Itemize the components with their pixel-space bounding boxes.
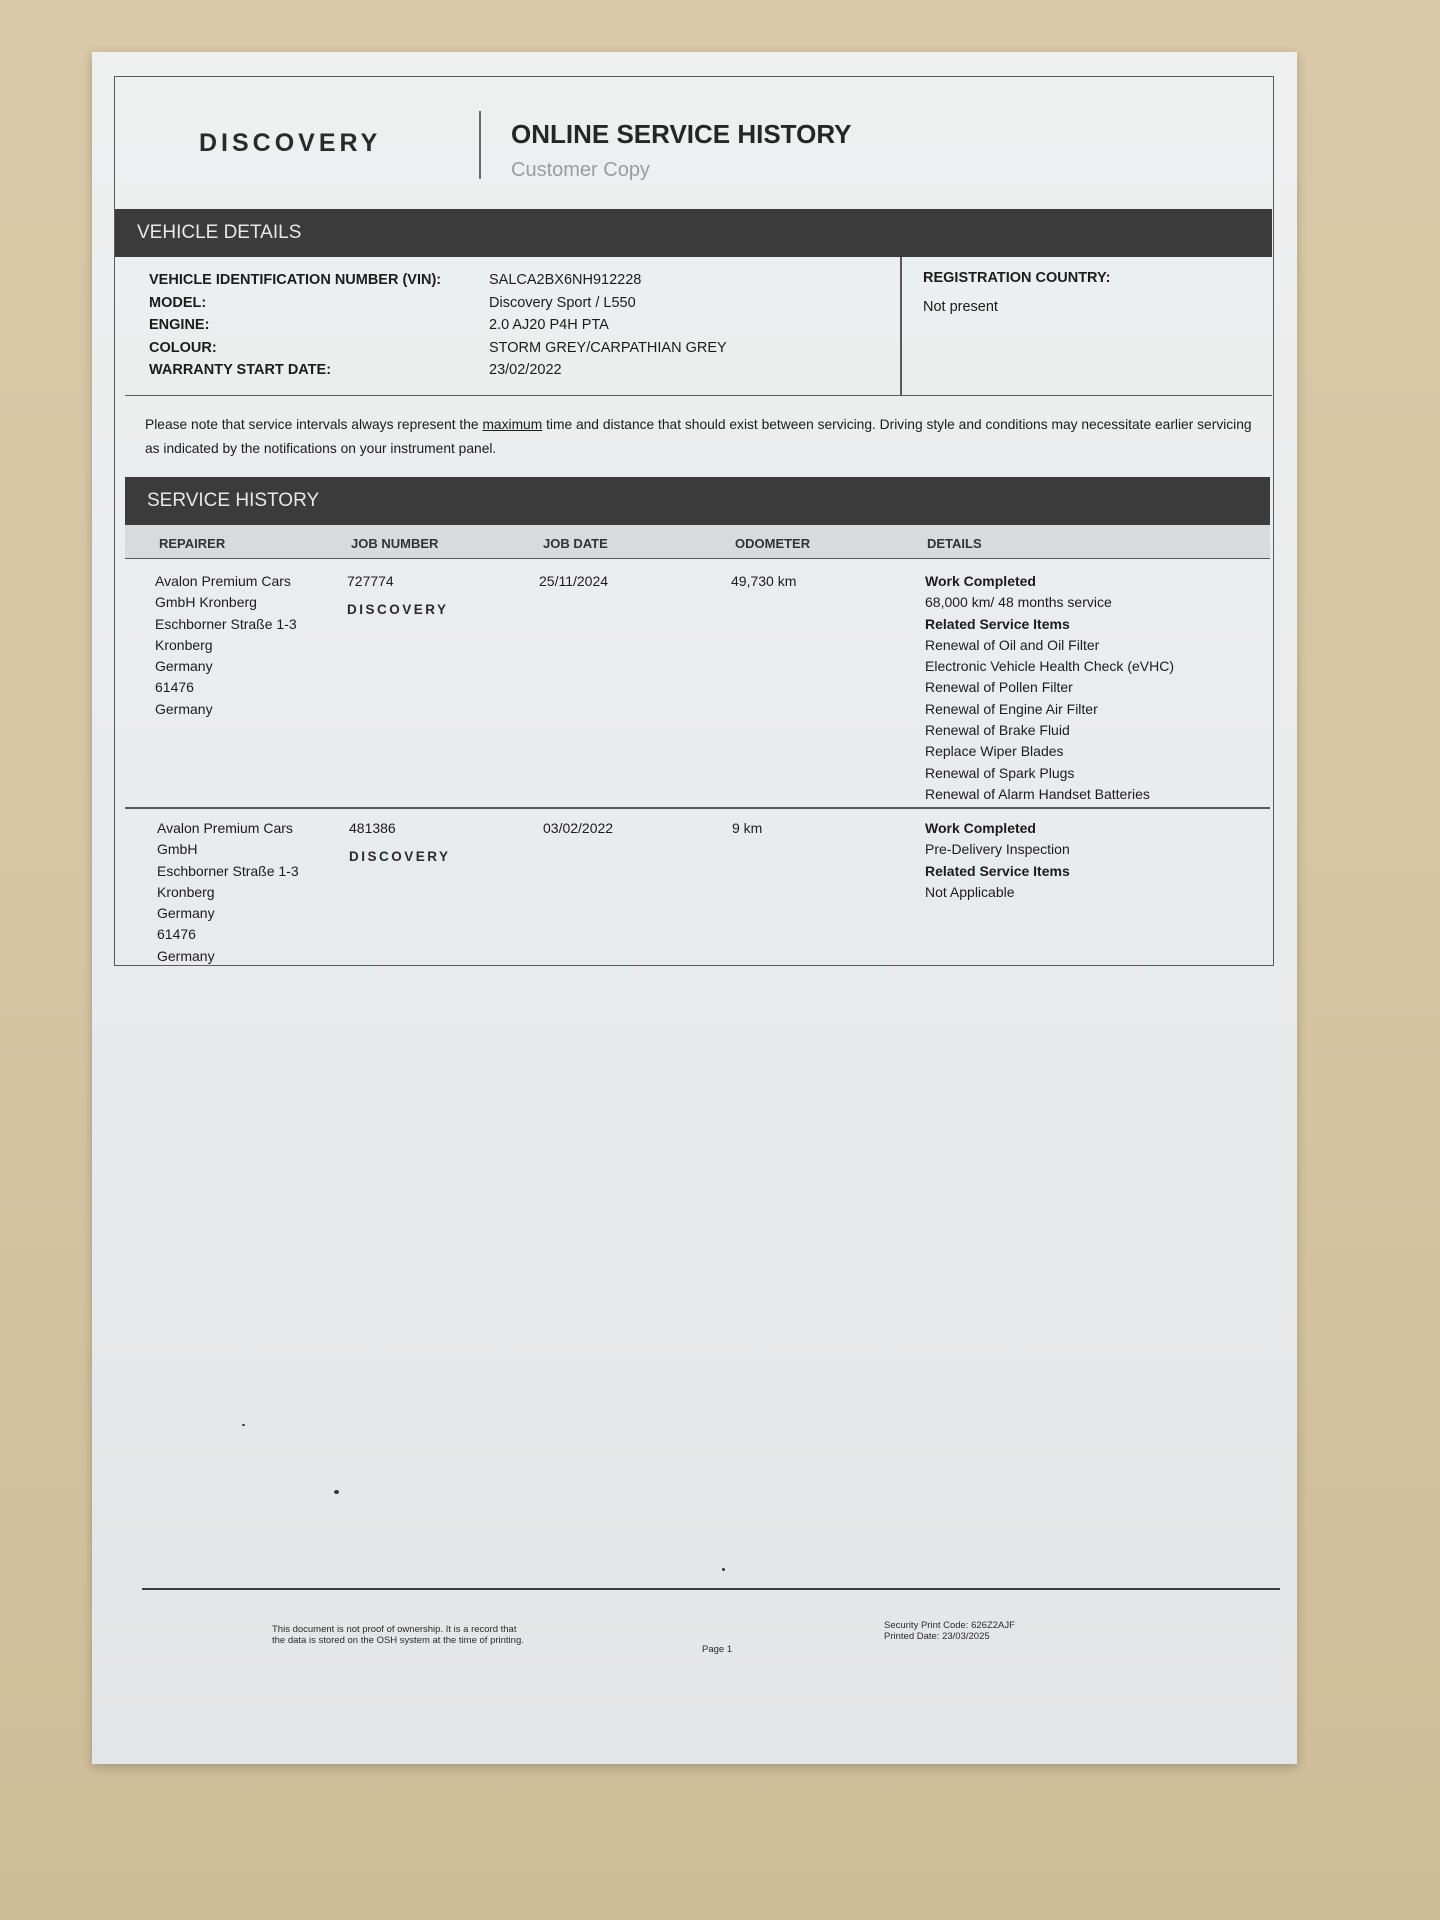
brand-mark: DISCOVERY [349,849,451,864]
footer-disclaimer [272,1624,524,1646]
column-header-job-number: JOB NUMBER [351,536,439,551]
related-item: Renewal of Spark Plugs [925,764,1075,781]
vehicle-details-divider [900,257,902,395]
job-date: 25/11/2024 [539,573,609,589]
service-history-heading: SERVICE HISTORY [125,477,1270,525]
repairer-line: Avalon Premium Cars [157,820,293,836]
notice-text-start: Please note that service intervals always represent the [145,417,483,432]
header-divider [479,111,481,179]
repairer-line: GmbH Kronberg [155,594,257,611]
repairer-line: Germany [155,658,213,675]
security-print-code: Security Print Code: 626Z2AJF [884,1620,1015,1631]
work-completed-value: 68,000 km/ 48 months service [925,594,1112,611]
repairer-line: 61476 [157,926,196,943]
registration-country-label: REGISTRATION COUNTRY: [923,270,1111,286]
repairer-line: Kronberg [157,883,215,900]
repairer-line: Germany [155,700,213,717]
disclaimer-line: the data is stored on the OSH system at the time of printing. [272,1635,524,1646]
column-header-details: DETAILS [927,536,982,551]
footer-print-info [884,1620,1015,1642]
job-details [925,571,1174,805]
printed-date: Printed Date: 23/03/2025 [884,1631,990,1642]
related-item: Renewal of Engine Air Filter [925,700,1098,717]
repairer-address [157,818,299,967]
paper-speck [722,1568,725,1571]
model-value: Discovery Sport / L550 [489,294,636,311]
warranty-value: 23/02/2022 [489,362,562,378]
paper-speck [242,1424,245,1426]
registration-country-value: Not present [923,299,998,315]
odometer: 9 km [732,820,763,836]
disclaimer-line: This document is not proof of ownership. It is a record that [272,1624,517,1635]
related-item: Renewal of Oil and Oil Filter [925,636,1100,653]
repairer-line: Eschborner Straße 1-3 [155,615,297,632]
related-items-label: Related Service Items [925,862,1070,879]
model-label: MODEL: [149,294,207,311]
service-interval-notice [145,413,1255,461]
job-date: 03/02/2022 [543,820,614,836]
table-row [125,818,1270,968]
work-completed-label: Work Completed [925,573,1036,589]
document-subtitle: Customer Copy [511,159,650,181]
column-header-repairer: REPAIRER [159,536,226,551]
repairer-line: Germany [157,947,215,964]
vin-value: SALCA2BX6NH912228 [489,272,642,288]
repairer-line: Germany [157,905,215,922]
colour-value: STORM GREY/CARPATHIAN GREY [489,339,727,356]
job-number: 481386 [349,820,396,836]
related-item: Replace Wiper Blades [925,743,1064,760]
job-details [925,818,1070,903]
related-items-label: Related Service Items [925,615,1070,632]
vehicle-details-values [489,269,727,382]
page-number: Page 1 [702,1644,733,1655]
related-item: Not Applicable [925,883,1015,900]
vin-label: VEHICLE IDENTIFICATION NUMBER (VIN): [149,272,442,288]
related-item: Renewal of Brake Fluid [925,722,1070,739]
document-title: ONLINE SERVICE HISTORY [511,119,852,149]
related-item: Renewal of Pollen Filter [925,679,1073,696]
paper-speck [334,1490,339,1494]
column-header-job-date: JOB DATE [543,536,608,551]
repairer-line: Eschborner Straße 1-3 [157,862,299,879]
repairer-line: 61476 [155,679,194,696]
related-item: Renewal of Alarm Handset Batteries [925,785,1150,802]
document-header [115,77,1275,207]
odometer: 49,730 km [731,573,797,589]
notice-emphasis: maximum [482,417,543,432]
brand-logo: DISCOVERY [199,129,382,157]
work-completed-value: Pre-Delivery Inspection [925,841,1070,858]
table-row [125,571,1270,809]
work-completed-label: Work Completed [925,820,1036,836]
repairer-line: Avalon Premium Cars [155,573,291,589]
job-number: 727774 [347,573,394,589]
repairer-line: GmbH [157,841,198,858]
engine-value: 2.0 AJ20 P4H PTA [489,317,609,333]
repairer-line: Kronberg [155,636,213,653]
warranty-label: WARRANTY START DATE: [149,362,332,378]
brand-mark: DISCOVERY [347,602,449,617]
document-frame [114,76,1274,966]
service-history-column-headers [125,525,1270,559]
engine-label: ENGINE: [149,317,210,333]
notice-text-end: time and distance that should exist between servicing. Driving style and conditions may necessitate earlier servicing as indicated by the notifications on your instrument panel. [145,417,1252,456]
vehicle-details-labels [149,269,441,382]
column-header-odometer: ODOMETER [735,536,811,551]
row-divider [125,807,1270,809]
vehicle-details-heading: VEHICLE DETAILS [115,209,1272,257]
footer-rule [142,1588,1280,1590]
related-item: Electronic Vehicle Health Check (eVHC) [925,658,1174,675]
repairer-address [155,571,297,720]
document-page [92,52,1297,1764]
colour-label: COLOUR: [149,339,217,356]
